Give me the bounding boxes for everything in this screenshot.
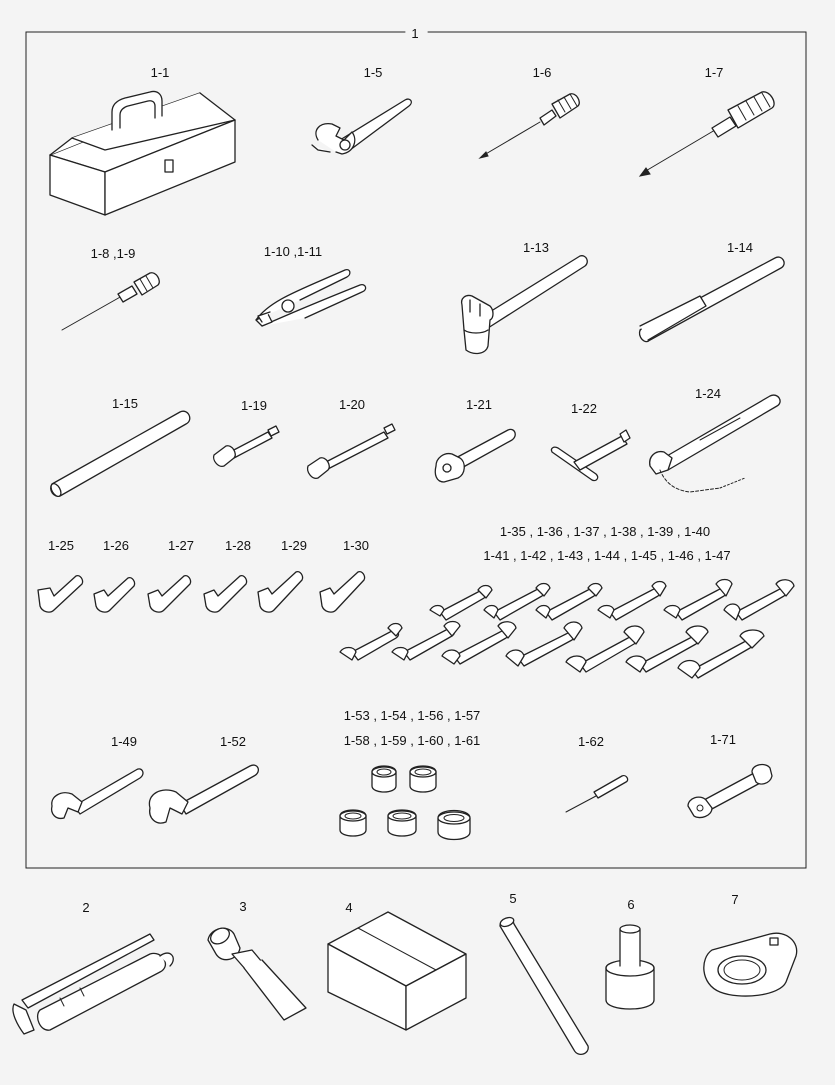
hex-key-icon (320, 572, 365, 612)
label-box: 4 (345, 900, 353, 915)
spanner-icon (484, 584, 550, 621)
label-t-handle: 1-22 (570, 401, 598, 416)
nozzle-icon (606, 925, 654, 1009)
hex-key-icon (258, 572, 303, 612)
hex-key-icon (204, 576, 247, 612)
rod-icon (499, 916, 588, 1055)
socket-icon (372, 766, 396, 792)
label-pliers: 1-10 ,1-11 (263, 244, 323, 259)
label-rod: 5 (509, 891, 517, 906)
label-hex-key-2: 1-26 (102, 538, 130, 553)
label-sockets-row2: 1-58 , 1-59 , 1-60 , 1-61 (343, 733, 481, 748)
label-hose-fitting: 3 (239, 899, 247, 914)
label-hex-key-3: 1-27 (167, 538, 195, 553)
label-screwdriver-small: 1-6 (532, 65, 552, 80)
kit-number-label: 1 (411, 26, 419, 41)
label-spanners-row1: 1-35 , 1-36 , 1-37 , 1-38 , 1-39 , 1-40 (499, 524, 711, 539)
label-hex-key-5: 1-29 (280, 538, 308, 553)
spanner-icon (724, 580, 794, 620)
label-extension-short: 1-19 (240, 398, 268, 413)
spanner-icon (598, 582, 666, 621)
spanner-icon (340, 624, 402, 661)
label-wrench-single-large: 1-52 (219, 734, 247, 749)
pipe-icon (637, 257, 784, 343)
label-sockets-row1: 1-53 , 1-54 , 1-56 , 1-57 (343, 708, 481, 723)
label-hex-key-6: 1-30 (342, 538, 370, 553)
spanner-set (340, 580, 794, 679)
hex-key-icon (38, 576, 83, 612)
label-hammer: 1-13 (522, 240, 550, 255)
spanner-icon (430, 586, 492, 621)
extension-short-icon (214, 426, 279, 466)
single-wrench-small-icon (52, 769, 143, 818)
socket-icon (388, 810, 416, 836)
toolbox-icon (50, 91, 235, 215)
socket-icon (410, 766, 436, 792)
label-pin: 1-62 (577, 734, 605, 749)
box-icon (328, 912, 466, 1030)
pin-icon (566, 776, 628, 812)
bar-icon (49, 411, 190, 498)
socket-icon (438, 811, 470, 840)
hex-key-icon (148, 576, 191, 612)
label-box-spanner: 1-71 (709, 732, 737, 747)
label-bar: 1-15 (111, 396, 139, 411)
hose-fitting-icon (208, 925, 306, 1020)
socket-icon (340, 810, 366, 836)
grease-gun-icon (13, 934, 173, 1034)
extension-long-icon (308, 424, 395, 478)
label-hex-key-1: 1-25 (47, 538, 75, 553)
chain-wrench-icon (650, 395, 780, 492)
spanner-icon (664, 580, 732, 621)
t-handle-icon (551, 430, 630, 481)
label-pipe: 1-14 (726, 240, 754, 255)
label-toolbox: 1-1 (150, 65, 170, 80)
pliers-icon (256, 270, 366, 326)
label-grease-gun: 2 (82, 900, 90, 915)
screwdriver-small-icon (480, 94, 579, 158)
label-extension-long: 1-20 (338, 397, 366, 412)
label-awl: 1-8 ,1-9 (90, 246, 136, 261)
hex-key-icon (94, 578, 135, 612)
label-ratchet: 1-21 (465, 397, 493, 412)
screwdriver-large-icon (640, 92, 774, 176)
label-ring-wrench: 7 (731, 892, 739, 907)
label-wrench-single-small: 1-49 (110, 734, 138, 749)
label-spanners-row2: 1-41 , 1-42 , 1-43 , 1-44 , 1-45 , 1-46 , 1-47 (483, 548, 731, 563)
label-chain-wrench: 1-24 (694, 386, 722, 401)
label-adjustable-wrench: 1-5 (363, 65, 383, 80)
label-nozzle: 6 (627, 897, 635, 912)
label-hex-key-4: 1-28 (224, 538, 252, 553)
ratchet-icon (435, 429, 515, 482)
single-wrench-large-icon (149, 765, 258, 823)
box-spanner-icon (688, 765, 772, 818)
awl-icon (62, 273, 159, 330)
adjustable-wrench-icon (312, 99, 411, 154)
label-screwdriver-large: 1-7 (704, 65, 724, 80)
ring-wrench-icon (704, 933, 797, 996)
hammer-icon (462, 256, 588, 354)
